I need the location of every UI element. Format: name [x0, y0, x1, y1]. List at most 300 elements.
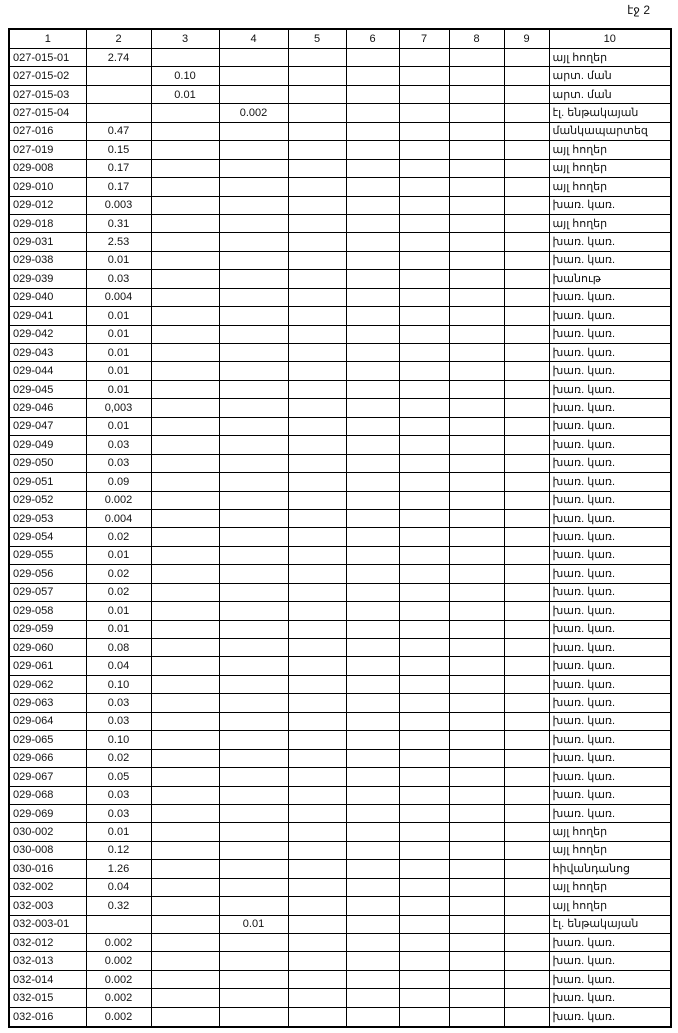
- parcel-code-cell: 029-067: [9, 768, 86, 786]
- value-cell: [346, 786, 399, 804]
- value-cell: [219, 620, 288, 638]
- parcel-code-cell: 029-042: [9, 325, 86, 343]
- value-cell: [288, 362, 346, 380]
- value-cell: [288, 251, 346, 269]
- table-row: [9, 417, 671, 435]
- value-cell: [449, 694, 504, 712]
- value-cell: [288, 288, 346, 306]
- value-cell: [449, 860, 504, 878]
- parcel-code-cell: 029-066: [9, 749, 86, 767]
- value-cell: [449, 196, 504, 214]
- parcel-code-cell: 027-019: [9, 141, 86, 159]
- value-cell: [504, 565, 549, 583]
- table-row: [9, 362, 671, 380]
- value-cell: 0.03: [86, 454, 151, 472]
- value-cell: [288, 417, 346, 435]
- value-cell: [504, 344, 549, 362]
- value-cell: [219, 399, 288, 417]
- value-cell: [346, 362, 399, 380]
- table-row: [9, 768, 671, 786]
- value-cell: [504, 417, 549, 435]
- value-cell: 0.02: [86, 749, 151, 767]
- value-cell: [504, 768, 549, 786]
- value-cell: [151, 344, 219, 362]
- parcel-code-cell: 029-065: [9, 731, 86, 749]
- land-type-cell: խառ. կառ.: [549, 952, 671, 970]
- value-cell: [288, 639, 346, 657]
- value-cell: [449, 49, 504, 67]
- value-cell: [346, 141, 399, 159]
- value-cell: [151, 473, 219, 491]
- value-cell: [346, 639, 399, 657]
- value-cell: [219, 657, 288, 675]
- value-cell: [346, 878, 399, 896]
- value-cell: [346, 436, 399, 454]
- value-cell: [504, 509, 549, 527]
- column-header-7: 7: [399, 29, 449, 49]
- table-row: [9, 989, 671, 1007]
- value-cell: [219, 712, 288, 730]
- value-cell: [288, 104, 346, 122]
- value-cell: [504, 860, 549, 878]
- table-row: [9, 49, 671, 67]
- parcel-code-cell: 029-058: [9, 602, 86, 620]
- value-cell: [399, 307, 449, 325]
- table-row: [9, 860, 671, 878]
- value-cell: [504, 1007, 549, 1027]
- value-cell: [219, 694, 288, 712]
- value-cell: [449, 473, 504, 491]
- column-header-2: 2: [86, 29, 151, 49]
- value-cell: [399, 878, 449, 896]
- value-cell: [449, 288, 504, 306]
- value-cell: [449, 141, 504, 159]
- value-cell: [449, 675, 504, 693]
- value-cell: 0.004: [86, 288, 151, 306]
- value-cell: [219, 749, 288, 767]
- table-row: [9, 528, 671, 546]
- value-cell: [151, 712, 219, 730]
- value-cell: [346, 934, 399, 952]
- value-cell: 0.10: [86, 731, 151, 749]
- value-cell: [288, 380, 346, 398]
- value-cell: [219, 878, 288, 896]
- value-cell: [288, 159, 346, 177]
- value-cell: 0.05: [86, 768, 151, 786]
- value-cell: [504, 952, 549, 970]
- table-row: [9, 325, 671, 343]
- value-cell: [504, 749, 549, 767]
- value-cell: [399, 952, 449, 970]
- value-cell: 0.01: [86, 307, 151, 325]
- value-cell: [504, 380, 549, 398]
- value-cell: [399, 639, 449, 657]
- value-cell: [151, 214, 219, 232]
- value-cell: [346, 897, 399, 915]
- value-cell: [219, 270, 288, 288]
- table-row: [9, 85, 671, 103]
- value-cell: [449, 970, 504, 988]
- value-cell: [504, 454, 549, 472]
- value-cell: [219, 473, 288, 491]
- value-cell: [219, 768, 288, 786]
- table-row: [9, 67, 671, 85]
- value-cell: [151, 104, 219, 122]
- value-cell: [399, 823, 449, 841]
- value-cell: [346, 344, 399, 362]
- value-cell: [346, 546, 399, 564]
- value-cell: [504, 85, 549, 103]
- land-type-cell: խառ. կառ.: [549, 546, 671, 564]
- value-cell: [346, 804, 399, 822]
- value-cell: [399, 436, 449, 454]
- value-cell: 0.15: [86, 141, 151, 159]
- value-cell: [288, 49, 346, 67]
- value-cell: [86, 915, 151, 933]
- value-cell: [219, 288, 288, 306]
- parcel-code-cell: 029-061: [9, 657, 86, 675]
- value-cell: [449, 804, 504, 822]
- value-cell: [219, 233, 288, 251]
- land-type-cell: խառ. կառ.: [549, 491, 671, 509]
- value-cell: [219, 380, 288, 398]
- table-row: [9, 749, 671, 767]
- value-cell: 0.004: [86, 509, 151, 527]
- value-cell: [288, 675, 346, 693]
- value-cell: 0.03: [86, 712, 151, 730]
- land-type-cell: խառ. կառ.: [549, 344, 671, 362]
- land-type-cell: խառ. կառ.: [549, 620, 671, 638]
- table-row: [9, 178, 671, 196]
- table-row: [9, 565, 671, 583]
- value-cell: [449, 178, 504, 196]
- value-cell: [504, 934, 549, 952]
- value-cell: [219, 196, 288, 214]
- value-cell: [288, 657, 346, 675]
- value-cell: [151, 122, 219, 140]
- parcel-code-cell: 029-018: [9, 214, 86, 232]
- parcel-code-cell: 029-046: [9, 399, 86, 417]
- value-cell: [504, 841, 549, 859]
- value-cell: [346, 380, 399, 398]
- table-row: [9, 307, 671, 325]
- value-cell: [399, 934, 449, 952]
- parcel-code-cell: 029-056: [9, 565, 86, 583]
- value-cell: 0.01: [86, 546, 151, 564]
- value-cell: [288, 178, 346, 196]
- value-cell: [288, 436, 346, 454]
- table-row: [9, 841, 671, 859]
- land-type-cell: խառ. կառ.: [549, 380, 671, 398]
- value-cell: [399, 583, 449, 601]
- value-cell: [399, 141, 449, 159]
- value-cell: [399, 768, 449, 786]
- value-cell: [288, 602, 346, 620]
- value-cell: [288, 1007, 346, 1027]
- value-cell: [504, 270, 549, 288]
- value-cell: [504, 657, 549, 675]
- value-cell: [399, 85, 449, 103]
- value-cell: [399, 694, 449, 712]
- value-cell: [399, 214, 449, 232]
- value-cell: [449, 712, 504, 730]
- value-cell: [151, 307, 219, 325]
- value-cell: [219, 1007, 288, 1027]
- land-type-cell: խառ. կառ.: [549, 307, 671, 325]
- table-row: [9, 214, 671, 232]
- value-cell: [449, 85, 504, 103]
- value-cell: [288, 399, 346, 417]
- value-cell: [151, 860, 219, 878]
- table-row: [9, 380, 671, 398]
- value-cell: [449, 122, 504, 140]
- table-row: [9, 602, 671, 620]
- parcel-code-cell: 029-039: [9, 270, 86, 288]
- land-type-cell: խանութ: [549, 270, 671, 288]
- value-cell: [504, 878, 549, 896]
- value-cell: [504, 712, 549, 730]
- land-type-cell: խառ. կառ.: [549, 325, 671, 343]
- value-cell: [86, 67, 151, 85]
- value-cell: [151, 786, 219, 804]
- value-cell: [449, 657, 504, 675]
- value-cell: [399, 509, 449, 527]
- value-cell: 0.08: [86, 639, 151, 657]
- value-cell: [219, 362, 288, 380]
- value-cell: [151, 417, 219, 435]
- value-cell: [399, 251, 449, 269]
- value-cell: [399, 786, 449, 804]
- value-cell: [151, 970, 219, 988]
- value-cell: [346, 214, 399, 232]
- land-type-cell: հիվանդանոց: [549, 860, 671, 878]
- land-type-cell: խառ. կառ.: [549, 731, 671, 749]
- value-cell: [288, 325, 346, 343]
- parcel-code-cell: 029-050: [9, 454, 86, 472]
- value-cell: [151, 141, 219, 159]
- value-cell: [288, 970, 346, 988]
- parcel-code-cell: 030-008: [9, 841, 86, 859]
- value-cell: 0.31: [86, 214, 151, 232]
- value-cell: [449, 104, 504, 122]
- table-row: [9, 473, 671, 491]
- value-cell: [151, 694, 219, 712]
- value-cell: [219, 122, 288, 140]
- value-cell: [449, 362, 504, 380]
- value-cell: [504, 104, 549, 122]
- parcel-code-cell: 029-008: [9, 159, 86, 177]
- value-cell: [151, 675, 219, 693]
- value-cell: [504, 288, 549, 306]
- table-row: [9, 804, 671, 822]
- value-cell: [288, 823, 346, 841]
- value-cell: 0.47: [86, 122, 151, 140]
- value-cell: [449, 546, 504, 564]
- parcel-code-cell: 029-010: [9, 178, 86, 196]
- value-cell: [219, 491, 288, 509]
- value-cell: [504, 122, 549, 140]
- value-cell: 0.17: [86, 178, 151, 196]
- value-cell: [219, 583, 288, 601]
- value-cell: [219, 804, 288, 822]
- parcel-code-cell: 032-012: [9, 934, 86, 952]
- parcel-code-cell: 029-044: [9, 362, 86, 380]
- value-cell: [504, 731, 549, 749]
- value-cell: [399, 989, 449, 1007]
- table-row: [9, 159, 671, 177]
- value-cell: [504, 399, 549, 417]
- value-cell: [151, 251, 219, 269]
- value-cell: [151, 878, 219, 896]
- land-type-cell: այլ հողեր: [549, 49, 671, 67]
- column-header-4: 4: [219, 29, 288, 49]
- value-cell: [399, 417, 449, 435]
- value-cell: [219, 528, 288, 546]
- value-cell: 0.03: [86, 270, 151, 288]
- land-type-cell: այլ հողեր: [549, 141, 671, 159]
- value-cell: 0.002: [86, 491, 151, 509]
- value-cell: [449, 639, 504, 657]
- value-cell: [288, 860, 346, 878]
- land-type-cell: խառ. կառ.: [549, 675, 671, 693]
- value-cell: [449, 602, 504, 620]
- value-cell: [288, 731, 346, 749]
- value-cell: [346, 731, 399, 749]
- value-cell: [288, 915, 346, 933]
- value-cell: [288, 214, 346, 232]
- value-cell: [288, 712, 346, 730]
- value-cell: [346, 694, 399, 712]
- parcel-code-cell: 029-038: [9, 251, 86, 269]
- value-cell: [219, 546, 288, 564]
- value-cell: [449, 841, 504, 859]
- value-cell: [504, 528, 549, 546]
- value-cell: [288, 233, 346, 251]
- value-cell: [288, 934, 346, 952]
- value-cell: [399, 897, 449, 915]
- value-cell: 0.002: [86, 989, 151, 1007]
- value-cell: [504, 67, 549, 85]
- value-cell: [504, 307, 549, 325]
- parcel-code-cell: 029-062: [9, 675, 86, 693]
- value-cell: [449, 214, 504, 232]
- land-type-cell: խառ. կառ.: [549, 454, 671, 472]
- value-cell: [399, 270, 449, 288]
- value-cell: 0.01: [86, 362, 151, 380]
- land-type-cell: խառ. կառ.: [549, 639, 671, 657]
- value-cell: [346, 454, 399, 472]
- value-cell: [219, 214, 288, 232]
- table-row: [9, 270, 671, 288]
- value-cell: [399, 67, 449, 85]
- value-cell: [399, 454, 449, 472]
- value-cell: [504, 214, 549, 232]
- value-cell: [288, 565, 346, 583]
- value-cell: [399, 178, 449, 196]
- land-type-cell: խառ. կառ.: [549, 768, 671, 786]
- value-cell: [151, 731, 219, 749]
- land-type-cell: մանկապարտեզ: [549, 122, 671, 140]
- value-cell: [346, 159, 399, 177]
- value-cell: [449, 509, 504, 527]
- value-cell: [399, 712, 449, 730]
- table-row: [9, 878, 671, 896]
- parcel-code-cell: 029-041: [9, 307, 86, 325]
- value-cell: [504, 362, 549, 380]
- value-cell: [288, 141, 346, 159]
- parcel-code-cell: 029-059: [9, 620, 86, 638]
- column-header-10: 10: [549, 29, 671, 49]
- value-cell: [151, 804, 219, 822]
- value-cell: 0.02: [86, 528, 151, 546]
- value-cell: [504, 159, 549, 177]
- value-cell: [399, 1007, 449, 1027]
- value-cell: 2.53: [86, 233, 151, 251]
- land-type-cell: այլ հողեր: [549, 178, 671, 196]
- value-cell: [504, 583, 549, 601]
- value-cell: [219, 344, 288, 362]
- value-cell: [449, 417, 504, 435]
- parcel-code-cell: 029-054: [9, 528, 86, 546]
- value-cell: 0.02: [86, 565, 151, 583]
- value-cell: 0.10: [151, 67, 219, 85]
- value-cell: [449, 233, 504, 251]
- column-header-5: 5: [288, 29, 346, 49]
- land-type-cell: խառ. կառ.: [549, 749, 671, 767]
- value-cell: [346, 915, 399, 933]
- value-cell: [399, 380, 449, 398]
- value-cell: [399, 491, 449, 509]
- value-cell: 0.01: [86, 602, 151, 620]
- land-parcel-table: [8, 28, 672, 1028]
- parcel-code-cell: 027-015-02: [9, 67, 86, 85]
- parcel-code-cell: 027-015-04: [9, 104, 86, 122]
- parcel-code-cell: 029-053: [9, 509, 86, 527]
- value-cell: [86, 104, 151, 122]
- value-cell: [399, 159, 449, 177]
- land-type-cell: խառ. կառ.: [549, 288, 671, 306]
- table-row: [9, 546, 671, 564]
- value-cell: [346, 565, 399, 583]
- value-cell: [219, 436, 288, 454]
- value-cell: [219, 897, 288, 915]
- table-row: [9, 344, 671, 362]
- value-cell: [219, 841, 288, 859]
- value-cell: [449, 399, 504, 417]
- value-cell: [219, 307, 288, 325]
- value-cell: [504, 251, 549, 269]
- column-header-6: 6: [346, 29, 399, 49]
- parcel-code-cell: 030-002: [9, 823, 86, 841]
- value-cell: [288, 528, 346, 546]
- value-cell: [151, 380, 219, 398]
- value-cell: [399, 196, 449, 214]
- value-cell: [399, 362, 449, 380]
- value-cell: [449, 454, 504, 472]
- value-cell: [504, 639, 549, 657]
- value-cell: [449, 823, 504, 841]
- value-cell: [151, 657, 219, 675]
- land-type-cell: խառ. կառ.: [549, 804, 671, 822]
- value-cell: [504, 473, 549, 491]
- land-type-cell: արտ. ման: [549, 85, 671, 103]
- value-cell: [151, 989, 219, 1007]
- value-cell: [399, 620, 449, 638]
- column-header-8: 8: [449, 29, 504, 49]
- value-cell: [346, 270, 399, 288]
- land-type-cell: խառ. կառ.: [549, 196, 671, 214]
- table-row: [9, 122, 671, 140]
